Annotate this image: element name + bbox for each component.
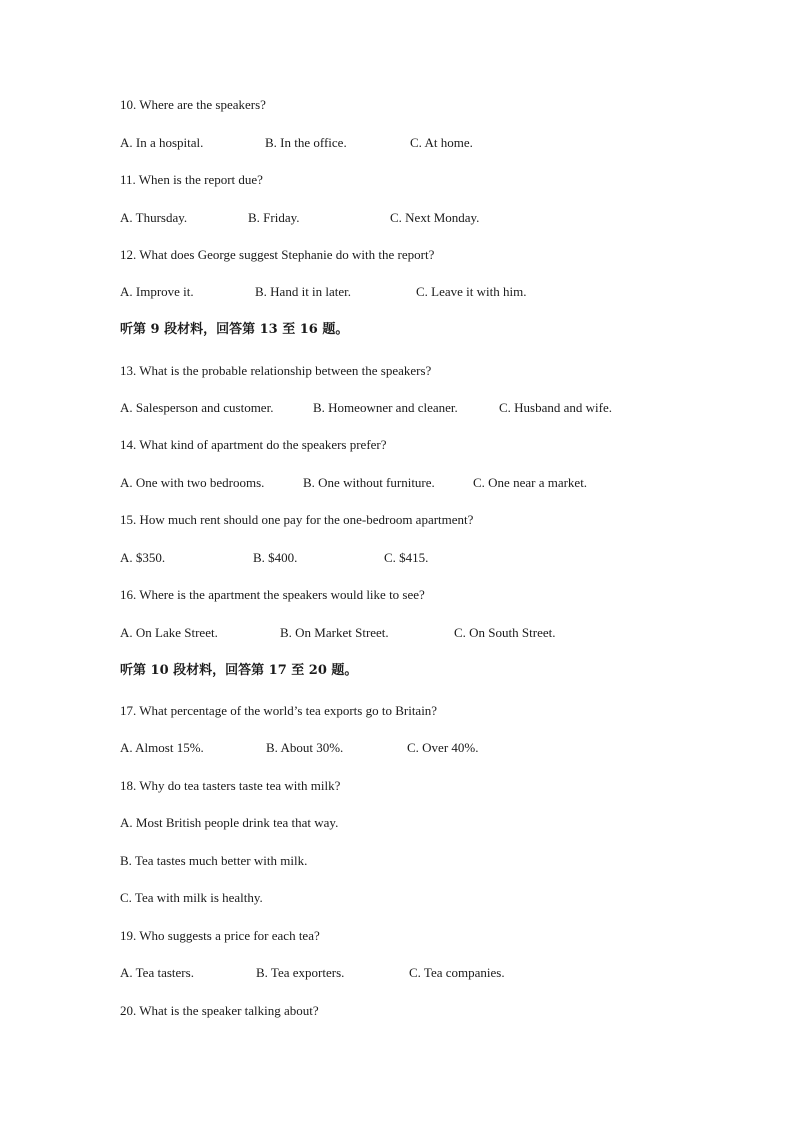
question-10: 10. Where are the speakers? — [120, 97, 266, 112]
option-12-c: C. Leave it with him. — [416, 284, 527, 299]
options-15 — [120, 550, 720, 566]
option-10-a: A. In a hospital. — [120, 135, 204, 150]
section-10-heading: 听第 10 段材料，回答第 17 至 20 题。 — [120, 663, 358, 678]
options-13 — [120, 400, 720, 416]
option-13-c: C. Husband and wife. — [499, 400, 613, 415]
options-11 — [120, 210, 720, 226]
question-13: 13. What is the probable relationship between the speakers? — [120, 363, 432, 378]
option-15-c: C. $415. — [384, 550, 429, 565]
question-20: 20. What is the speaker talking about? — [120, 1003, 319, 1018]
question-19: 19. Who suggests a price for each tea? — [120, 928, 320, 943]
option-15-a: A. $350. — [120, 550, 166, 565]
option-17-a: A. Almost 15%. — [120, 740, 204, 755]
option-14-c: C. One near a market. — [473, 475, 588, 490]
question-15: 15. How much rent should one pay for the one-bedroom apartment? — [120, 512, 474, 527]
question-11: 11. When is the report due? — [120, 172, 263, 187]
option-19-c: C. Tea companies. — [409, 965, 505, 980]
option-19-a: A. Tea tasters. — [120, 965, 194, 980]
option-18-c: C. Tea with milk is healthy. — [120, 890, 263, 905]
options-14 — [120, 475, 720, 491]
option-19-b: B. Tea exporters. — [256, 965, 345, 980]
option-14-b: B. One without furniture. — [303, 475, 435, 490]
question-16: 16. Where is the apartment the speakers would like to see? — [120, 587, 425, 602]
option-12-b: B. Hand it in later. — [255, 284, 352, 299]
option-11-a: A. Thursday. — [120, 210, 188, 225]
options-16 — [120, 625, 720, 641]
option-17-b: B. About 30%. — [266, 740, 344, 755]
option-10-c: C. At home. — [410, 135, 473, 150]
option-11-b: B. Friday. — [248, 210, 300, 225]
options-12 — [120, 284, 720, 300]
option-16-a: A. On Lake Street. — [120, 625, 218, 640]
option-16-b: B. On Market Street. — [280, 625, 389, 640]
options-10 — [120, 135, 720, 151]
option-10-b: B. In the office. — [265, 135, 347, 150]
option-13-b: B. Homeowner and cleaner. — [313, 400, 458, 415]
question-17: 17. What percentage of the world’s tea exports go to Britain? — [120, 703, 438, 718]
question-18: 18. Why do tea tasters taste tea with milk? — [120, 778, 341, 793]
options-17 — [120, 740, 720, 756]
option-17-c: C. Over 40%. — [407, 740, 479, 755]
option-12-a: A. Improve it. — [120, 284, 194, 299]
option-18-a: A. Most British people drink tea that way. — [120, 815, 339, 830]
options-19 — [120, 965, 720, 981]
option-16-c: C. On South Street. — [454, 625, 556, 640]
question-14: 14. What kind of apartment do the speakers prefer? — [120, 437, 387, 452]
question-12: 12. What does George suggest Stephanie do with the report? — [120, 247, 435, 262]
option-11-c: C. Next Monday. — [390, 210, 480, 225]
option-15-b: B. $400. — [253, 550, 298, 565]
option-18-b: B. Tea tastes much better with milk. — [120, 853, 308, 868]
option-14-a: A. One with two bedrooms. — [120, 475, 265, 490]
section-9-heading: 听第 9 段材料，回答第 13 至 16 题。 — [120, 322, 349, 337]
option-13-a: A. Salesperson and customer. — [120, 400, 274, 415]
